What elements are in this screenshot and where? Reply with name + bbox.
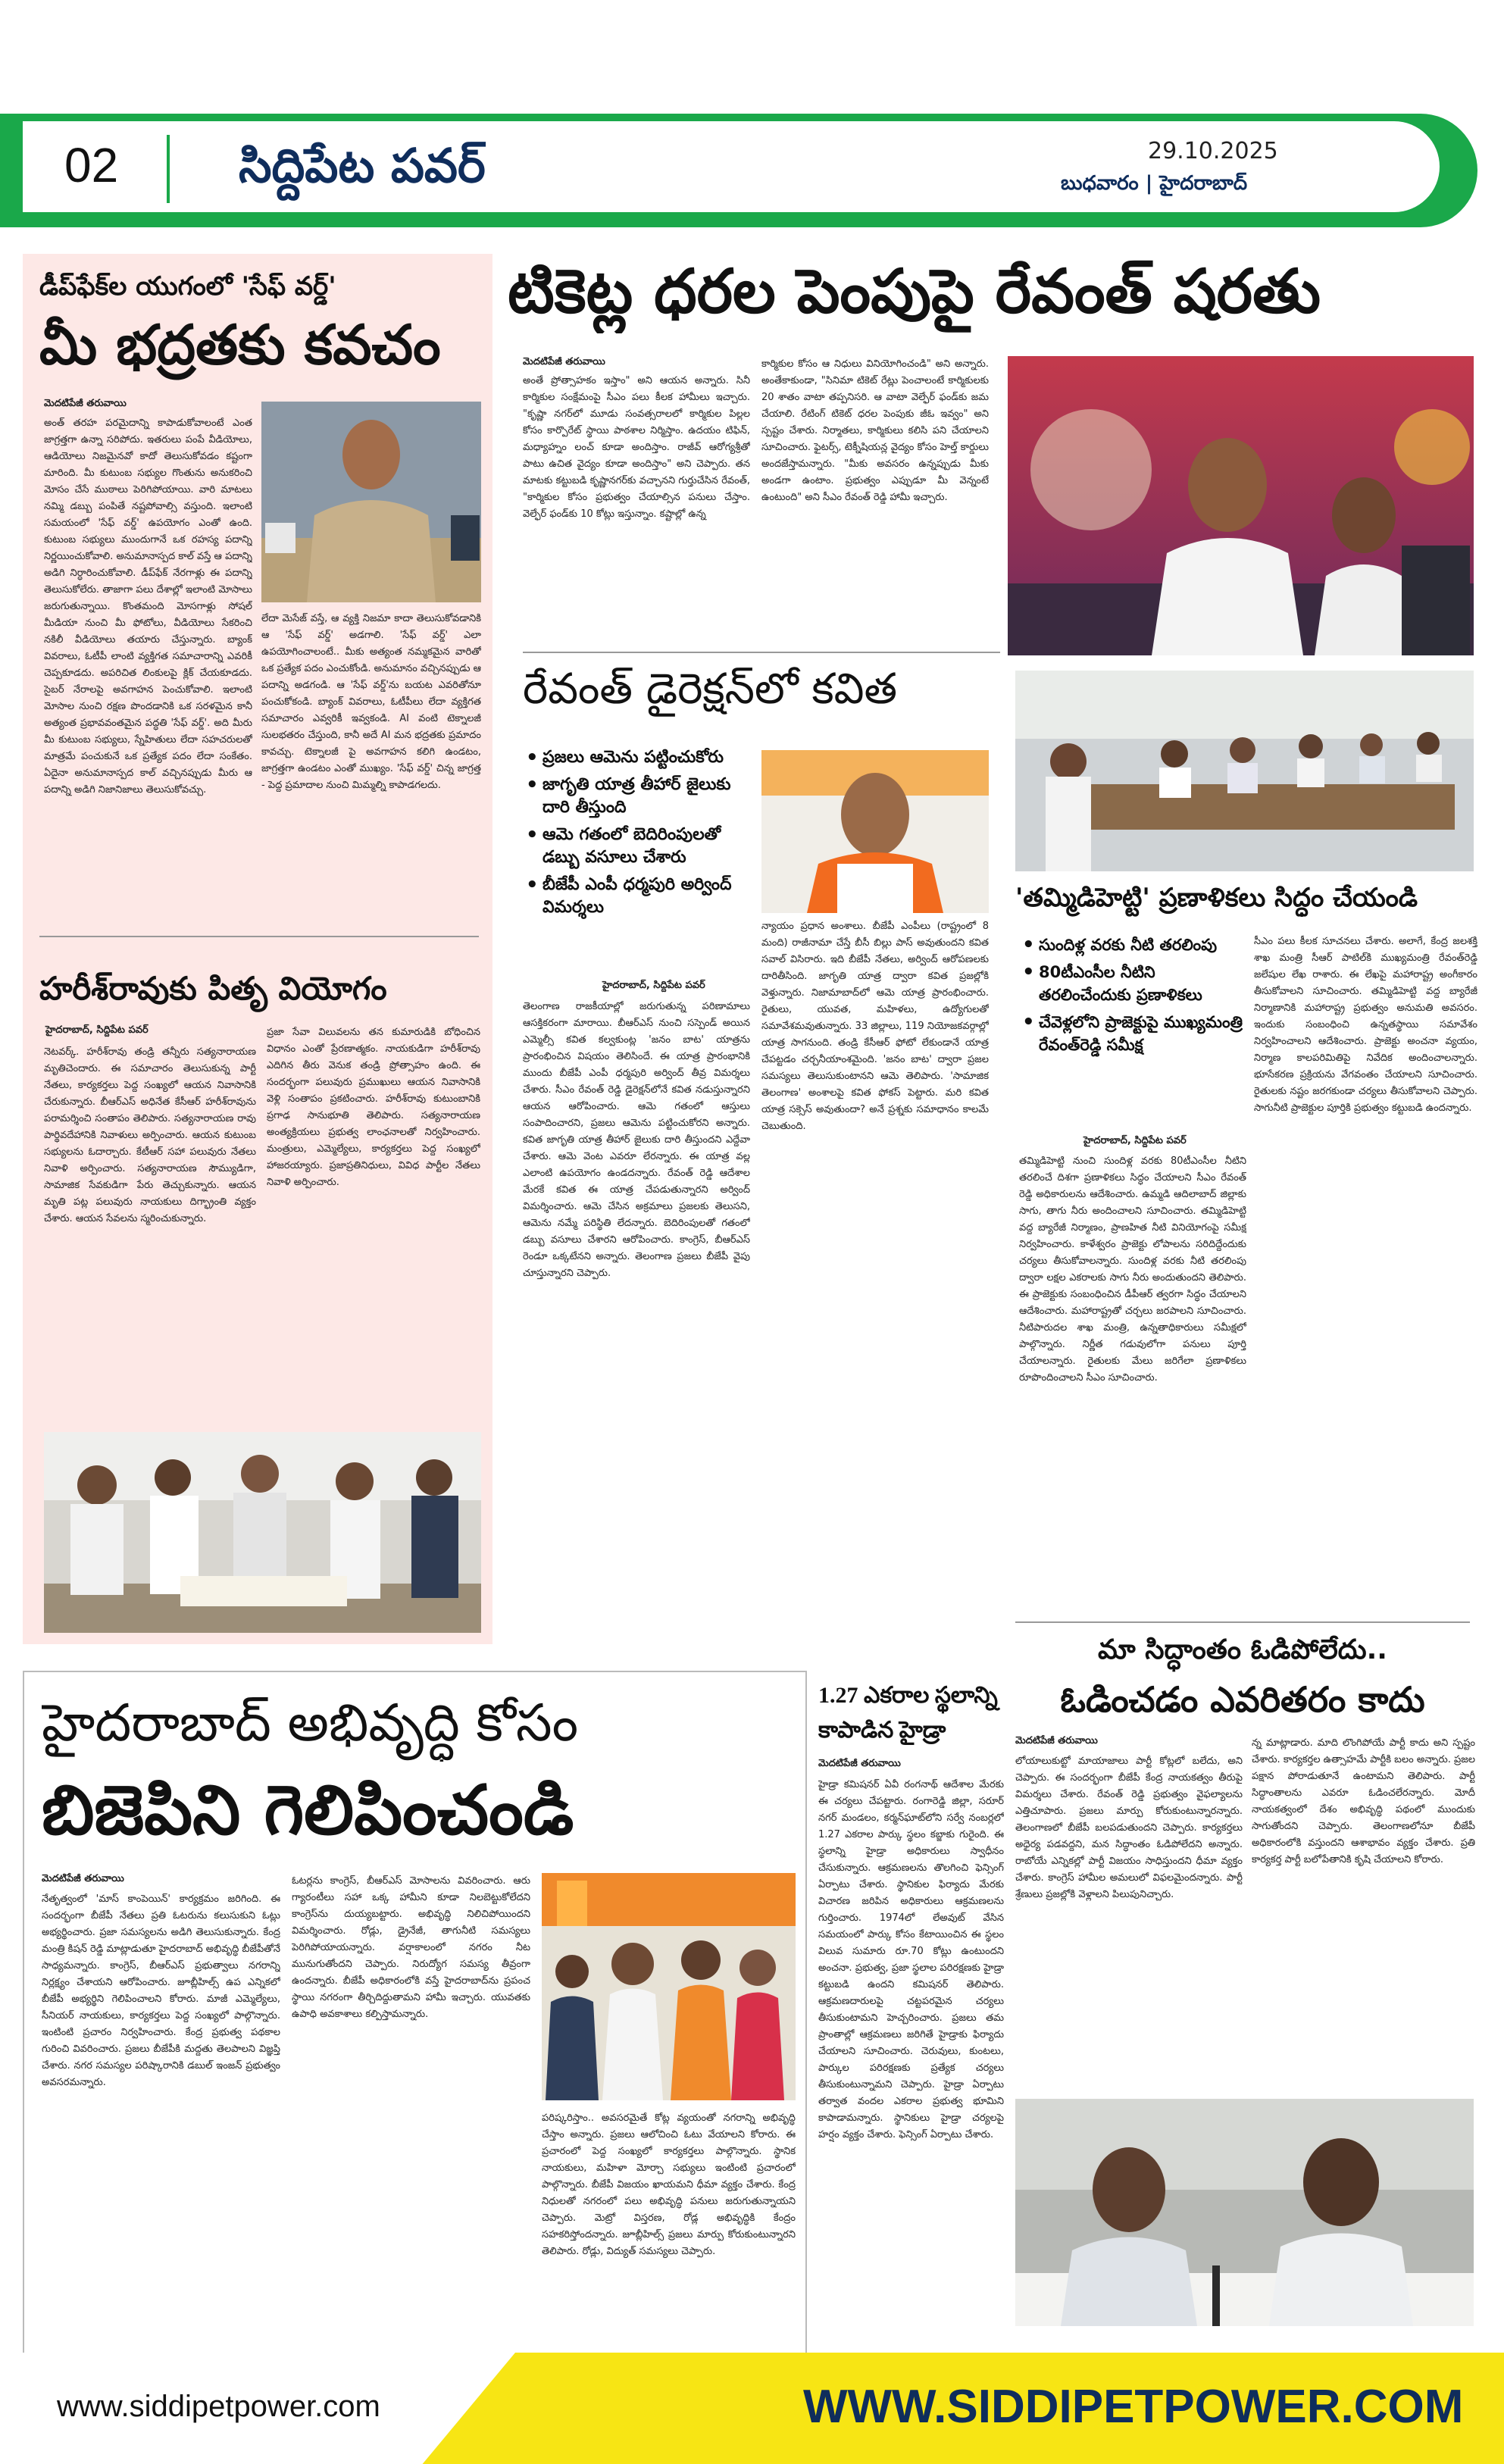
- hyderabad-dateline: మెదటిపేజీ తరువాయి: [42, 1873, 124, 1884]
- kavitha-highlights: [523, 746, 761, 924]
- kavitha-rule: [523, 652, 1000, 653]
- harish-col1-text: నెటవర్క్. హరీశ్‌రావు తండ్రి తన్నీరు సత్యనారాయణ మృతిచెందారు. ఈ సమాచారం తెలుసుకున్న పార్టీ నేతలు, కార్యకర్తలు పెద్ద సంఖ్యలో ఆయన నివాసానికి చేరుకున్నారు. బీఆర్ఎస్ అధినేత కేసీఆర్ హరీశ్‌రావును పరామర్శించి సంతాపం తెలిపారు. సత్యనారాయణ రావు పార్థివదేహానికి నివాళులు అర్పించారు. ఆయన కుటుంబ సభ్యులను ఓదార్చారు. కేటీఆర్ సహా పలువురు నేతలు నివాళి అర్పించారు. సత్యనారాయణ సౌమ్యుడిగా, సామాజిక సేవకుడిగా పేరు తెచ్చుకున్నారు. ఆయన మృతి పట్ల పలువురు నాయకులు దిగ్భ్రాంతి వ్యక్తం చేశారు. ఆయన సేవలను స్మరించుకున్నారు.: [44, 1046, 256, 1224]
- siddhantam-headline-line1: మా సిద్ధాంతం ఓడిపోలేదు..: [1098, 1634, 1387, 1665]
- footer-right-url[interactable]: WWW.SIDDIPETPOWER.COM: [803, 2381, 1464, 2433]
- siddhantam-col1-text: లోయాలుకుట్టో మాయాజాలు పార్టీ కోట్లలో బలేదు, అని చెప్పారు. ఈ సందర్భంగా బీజేపీ కేంద్ర నాయకత్వం తీరుపై విమర్శలు చేశారు. రేవంత్ రెడ్డి ప్రభుత్వం వైఫల్యాలను ఎత్తిచూపారు. ప్రజలు మార్పు కోరుకుంటున్నారన్నారు. తెలంగాణలో బీజేపీ బలపడుతుందని చెప్పారు. కార్యకర్తలు అధైర్య పడవద్దని, మన సిద్ధాంతం ఓడిపోలేదని అన్నారు. రాబోయే ఎన్నికల్లో పార్టీ విజయం సాధిస్తుందని ధీమా వ్యక్తం చేశారు. కాంగ్రెస్ హామీల అమలులో విఫలమైందన్నారు. పార్టీ శ్రేణులు ప్రజల్లోకి వెళ్లాలని పిలుపునిచ్చారు.: [1015, 1756, 1243, 1900]
- tummidihatti-headline: 'తమ్మిడిహెట్టి' ప్రణాళికలు సిద్ధం చేయండి: [1015, 883, 1418, 913]
- harish-headline: హరీశ్‌రావుకు పితృ వియోగం: [39, 970, 387, 1007]
- hyderabad-body-col1: [42, 1891, 280, 2414]
- tummidihatti-bullet-3: • చేవెళ్లలోని ప్రాజెక్టుపై ముఖ్యమంత్రి రేవంత్‌రెడ్డి సమీక్ష: [1019, 1011, 1246, 1056]
- kavitha-dateline: హైదరాబాద్, సిద్దిపేట పవర్: [602, 980, 705, 991]
- hydraa-headline: 1.27 ఎకరాల స్థలాన్ని కాపాడిన హైడ్రా: [818, 1683, 998, 1743]
- kavitha-bullet-3: • ఆమె గతంలో బెదిరింపులతో డబ్బు వసూలు చేశారు: [523, 824, 761, 869]
- ticket-body-col2: [761, 356, 989, 643]
- harish-body-col2: [267, 1024, 480, 1418]
- ticket-body-col1: [523, 373, 750, 642]
- kavitha-col1-text: తెలంగాణ రాజకీయాల్లో జరుగుతున్న పరిణామాలు ఆసక్తికరంగా మారాయి. బీఆర్ఎస్ నుంచి సస్పెండ్ అయిన ఎమ్మెల్సీ కవిత కల్వకుంట్ల 'జనం బాట' యాత్రను ప్రారంభించిన విషయం తెలిసిందే. ఈ యాత్ర ప్రారంభానికి ముందు బీజేపీ ఎంపీ ధర్మపురి అర్వింద్ తీవ్ర విమర్శలు చేశారు. సీఎం రేవంత్ రెడ్డి డైరెక్షన్‌లోనే కవిత నడుస్తున్నారని ఆయన ఆరోపించారు. ఆమె గతంలో ఆస్తులు సంపాదించారని, ప్రజలు ఆమెను పట్టించుకోరని అన్నారు. కవిత జాగృతి యాత్ర తీహార్ జైలుకు దారి తీస్తుందని ఎద్దేవా చేశారు. ఆమె వెంట ఎవరూ లేరన్నారు. ఈ యాత్ర వల్ల ఎలాంటి ఉపయోగం ఉండదన్నారు. రేవంత్ రెడ్డి ఆదేశాల మేరకే కవిత ఈ యాత్ర చేపడుతున్నారని అర్వింద్ విమర్శించారు. ఆమె చేసిన అక్రమాలు ప్రజలకు తెలుసని, ఆమెను నమ్మే పరిస్థితి లేదన్నారు. బెదిరింపులతో గతంలో డబ్బు వసూలు చేశారని ఆరోపించారు. కాంగ్రెస్, బీఆర్ఎస్ రెండూ ఒక్కటేనని అన్నారు. తెలంగాణ ప్రజలు బీజేపీ వైపు చూస్తున్నారని చెప్పారు.: [523, 1001, 750, 1279]
- ticket-col1-text: అంతే ప్రోత్సాహకం ఇస్తాం" అని ఆయన అన్నారు. సినీ కార్మికుల సంక్షేమంపై సీఎం పలు కీలక హామీలు ఇచ్చారు. "కృష్ణా నగర్‌లో మూడు సంవత్సరాలలో కార్మికుల పిల్లల కోసం కార్పొరేట్ స్థాయి పాఠశాల నిర్మిస్తాం. ఉదయం టిఫిన్, మధ్యాహ్నం లంచ్ కూడా అందిస్తాం. రాజీవ్ ఆరోగ్యశ్రీతో పాటు ఉచిత వైద్యం కూడా అందిస్తాం" అని చెప్పారు. తన మాటకు కట్టుబడి కృష్ణానగర్‌కు వచ్చానని గుర్తుచేసిన రేవంత్, "కార్మికుల కోసం ప్రభుత్వం చేయాల్సిన పనులు చేస్తాం. వెల్ఫేర్ ఫండ్‌కు 10 కోట్లు ఇస్తున్నాం. కష్టాల్లో ఉన్న: [523, 375, 750, 520]
- siddhantam-col2-text: న్న మాట్లాడారు. మాది లొంగిపోయే పార్టీ కాదు అని స్పష్టం చేశారు. కార్యకర్తల ఉత్సాహమే పార్టీకి బలం అన్నారు. ప్రజల పక్షాన పోరాడుతూనే ఉంటామని తెలిపారు. పార్టీ సిద్ధాంతాలను ఎవరూ ఓడించలేరన్నారు. మోదీ నాయకత్వంలో దేశం అభివృద్ధి పథంలో ముందుకు సాగుతోందని చెప్పారు. తెలంగాణలోనూ బీజేపీ అధికారంలోకి వస్తుందని ఆశాభావం వ్యక్తం చేశారు. ప్రతి కార్యకర్త పార్టీ బలోపేతానికి కృషి చేయాలని కోరారు.: [1252, 1737, 1475, 1865]
- police-officer-photo: [261, 402, 481, 602]
- header-divider: [167, 135, 170, 203]
- tummidihatti-highlights: [1019, 933, 1246, 1061]
- page-number: 02: [64, 138, 119, 192]
- ticket-dateline: మెదటిపేజీ తరువాయి: [523, 356, 605, 367]
- tummidihatti-body-col2: [1254, 933, 1477, 1608]
- bjp-campaign-photo: [542, 1873, 796, 2100]
- masthead-title: సిద్దిపేట పవర్: [239, 138, 486, 193]
- hydraa-body: [818, 1777, 1004, 2413]
- hydraa-dateline: మెదటిపేజీ తరువాయి: [818, 1758, 901, 1769]
- revanth-speech-photo: [1008, 356, 1474, 655]
- arvind-photo: [761, 750, 989, 913]
- kavitha-body-col2: [761, 918, 989, 1620]
- ticket-col2-text: కార్మికుల కోసం ఆ నిధులు వినియోగించండి" అని అన్నారు. అంతేకాకుండా, "సినిమా టికెట్ రేట్లు పెంచాలంటే కార్మికులకు 20 శాతం వాటా తప్పనిసరి. ఆ వాటా వెల్ఫేర్ ఫండ్‌కు జమ చేయాలి. రేటింగ్ టికెట్ ధరల పెంపుకు జీఓ ఇవ్వం" అని స్పష్టం చేశారు. నిర్మాతలు, కార్మికులు కలిసి పని చేయాలని సూచించారు. ఫైటర్స్, టెక్నీషియన్ల వైద్యం కోసం హెల్త్ కార్డులు అందజేస్తామన్నారు. "మీకు అవసరం ఉన్నప్పుడు మీకు అండగా ఉంటాం. ప్రభుత్వం ఎప్పుడూ మీ వెన్నంటే ఉంటుంది" అని సీఎం రేవంత్ రెడ్డి హామీ ఇచ్చారు.: [761, 358, 989, 503]
- kavitha-bullet-1: • ప్రజలు ఆమెను పట్టించుకోరు: [523, 746, 761, 769]
- harish-separator: [39, 936, 479, 937]
- deepfake-dateline: మెదటిపేజీ తరువాయి: [44, 398, 127, 409]
- ticket-headline: టికెట్ల ధరల పెంపుపై రేవంత్ షరతు: [508, 256, 1321, 327]
- deepfake-headline: మీ భద్రతకు కవచం: [39, 313, 441, 377]
- kavitha-body-col1: [523, 999, 750, 1620]
- harish-dateline: హైదరాబాద్, సిద్దిపేట పవర్: [45, 1024, 149, 1036]
- edition-day-place: బుధవారం | హైదరాబాద్: [1061, 172, 1248, 195]
- deepfake-body-col2: [261, 611, 481, 895]
- edition-date: 29.10.2025: [1148, 138, 1278, 164]
- deepfake-kicker: డీప్‌ఫేక్‌ల యుగంలో 'సేఫ్ వర్డ్': [39, 271, 336, 302]
- harish-tribute-photo: [44, 1432, 481, 1633]
- harish-col2-text: ప్రజా సేవా విలువలను తన కుమారుడికి బోధించిన విధానం ఎంతో ప్రేరణాత్మకం. నాయకుడిగా హరీశ్‌రావు ఎదిగిన తీరు వెనుక తండ్రి ప్రోత్సాహం ఉంది. ఈ సందర్భంగా పలువురు ప్రముఖులు ఆయన నివాసానికి వెళ్లి సంతాపం ప్రకటించారు. హరీశ్‌రావు కుటుంబానికి ప్రగాఢ సానుభూతి తెలిపారు. సత్యనారాయణ అంత్యక్రియలు ప్రభుత్వ లాంఛనాలతో నిర్వహించారు. మంత్రులు, ఎమ్మెల్యేలు, కార్యకర్తలు పెద్ద సంఖ్యలో హాజరయ్యారు. ప్రజాప్రతినిధులు, వివిధ పార్టీల నేతలు నివాళి అర్పించారు.: [267, 1027, 480, 1188]
- kavitha-headline: రేవంత్ డైరెక్షన్‌లో కవిత: [523, 664, 898, 714]
- siddhantam-dateline: మెదటిపేజీ తరువాయి: [1015, 1735, 1098, 1746]
- hyderabad-col2-text: ఓటర్లను కాంగ్రెస్, బీఆర్ఎస్ మోసాలను వివరించారు. ఆరు గ్యారంటీలు సహా ఒక్క హామీని కూడా నిలబెట్టుకోలేదని కాంగ్రెస్‌ను దుయ్యబట్టారు. అభివృద్ధి నిలిచిపోయిందని విమర్శించారు. రోడ్లు, డ్రైనేజీ, తాగునీటి సమస్యలు పెరిగిపోయాయన్నారు. వర్షాకాలంలో నగరం నీట మునుగుతోందని చెప్పారు. నిరుద్యోగ సమస్య తీవ్రంగా ఉందన్నారు. బీజేపీ అధికారంలోకి వస్తే హైదరాబాద్‌ను ప్రపంచ స్థాయి నగరంగా తీర్చిదిద్దుతామని హామీ ఇచ్చారు. యువతకు ఉపాధి అవకాశాలు కల్పిస్తామన్నారు.: [292, 1875, 530, 2020]
- siddhantam-body-col2: [1252, 1735, 1475, 2080]
- hyderabad-body-col2: [292, 1873, 530, 2093]
- footer-left-url[interactable]: www.siddipetpower.com: [57, 2390, 380, 2423]
- siddhantam-body-col1: [1015, 1753, 1243, 2079]
- tummidihatti-dateline: హైదరాబాద్, సిద్దిపేట పవర్: [1083, 1135, 1187, 1146]
- deepfake-col2-text: లేదా మెసేజ్ వస్తే, ఆ వ్యక్తి నిజమా కాదా తెలుసుకోవడానికి ఆ 'సేఫ్ వర్డ్' అడగాలి. 'సేఫ్ వర్డ్' ఎలా ఉపయోగించాలంటే.. మీకు అత్యంత నమ్మకమైన వారితో ఒక ప్రత్యేక పదం ఎంచుకోండి. అనుమానం వచ్చినప్పుడు ఆ పదాన్ని అడగండి. ఆ 'సేఫ్ వర్డ్'ను బయట ఎవరితోనూ పంచుకోకండి. బ్యాంక్ వివరాలు, ఓటీపీలు లేదా వ్యక్తిగత సమాచారం ఎవ్వరికీ ఇవ్వకండి. AI వంటి టెక్నాలజీ సులభతరం చేస్తుంది, కానీ అదే AI మన భద్రతకు ప్రమాదం కావచ్చు. టెక్నాలజీ పై అవగాహన కలిగి ఉండటం, జాగ్రత్తగా ఉండటం ఎంతో ముఖ్యం. 'సేఫ్ వర్డ్' చిన్న జాగ్రత్త - పెద్ద ప్రమాదాల నుంచి మిమ్మల్ని కాపాడగలదు.: [261, 613, 481, 791]
- siddhantam-rule: [1015, 1621, 1470, 1623]
- kavitha-bullet-2: • జాగృతి యాత్ర తీహార్ జైలుకు దారి తీస్తుంది: [523, 774, 761, 819]
- siddhantam-headline-line2: ఓడించడం ఎవరితరం కాదు: [1060, 1679, 1425, 1720]
- hydraa-body-text: హైడ్రా కమిషనర్ ఏవీ రంగనాథ్ ఆదేశాల మేరకు ఈ చర్యలు చేపట్టారు. రంగారెడ్డి జిల్లా, సరూర్ నగర్ మండలం, కర్మన్‌ఘాట్‌లోని సర్వే నంబర్లలో 1.27 ఎకరాల పార్కు స్థలం కబ్జాకు గురైంది. ఈ స్థలాన్ని హైడ్రా అధికారులు స్వాధీనం చేసుకున్నారు. ఆక్రమణలను తొలగించి ఫెన్సింగ్ ఏర్పాటు చేశారు. స్థానికుల ఫిర్యాదు మేరకు విచారణ జరిపిన అధికారులు ఆక్రమణలను గుర్తించారు. 1974లో లేఅవుట్ వేసిన సమయంలో పార్కు కోసం కేటాయించిన ఈ స్థలం విలువ సుమారు రూ.70 కోట్లు ఉంటుందని అంచనా. ప్రభుత్వ, ప్రజా స్థలాల పరిరక్షణకు హైడ్రా కట్టుబడి ఉందని కమిషనర్ తెలిపారు. ఆక్రమణదారులపై చట్టపరమైన చర్యలు తీసుకుంటామని హెచ్చరించారు. ప్రజలు తమ ప్రాంతాల్లో ఆక్రమణలు జరిగితే హైడ్రాకు ఫిర్యాదు చేయాలని సూచించారు. చెరువులు, కుంటలు, పార్కుల పరిరక్షణకు ప్రత్యేక చర్యలు తీసుకుంటున్నామని చెప్పారు. హైడ్రా ఏర్పాటు తర్వాత వందల ఎకరాల ప్రభుత్వ భూమిని కాపాడామన్నారు. స్థానికులు హైడ్రా చర్యలపై హర్షం వ్యక్తం చేశారు. ఫెన్సింగ్ ఏర్పాటు చేశారు.: [818, 1779, 1004, 2140]
- tummidihatti-body-col1: [1019, 1153, 1246, 1608]
- tummidihatti-bullet-2: • 80టీఎంసీల నీటిని తరలించేందుకు ప్రణాళికలు: [1019, 961, 1246, 1006]
- kavitha-col2-text: న్యాయం ప్రధాన అంశాలు. బీజేపీ ఎంపీలు (రాష్ట్రంలో 8 మంది) రాజీనామా చేస్తే బీసీ బిల్లు పాస్ అవుతుందని కవిత సవాల్ విసిరారు. ఇది బీజేపీ నేతలు, అర్వింద్ ఆరోపణలకు దారితీసింది. జాగృతి యాత్ర ద్వారా కవిత ప్రజల్లోకి వెళ్తున్నారు. నిజామాబాద్‌లో ఆమె యాత్ర ప్రారంభించారు. రైతులు, యువత, మహిళలు, ఉద్యోగులతో సమావేశమవుతున్నారు. 33 జిల్లాలు, 119 నియోజకవర్గాల్లో యాత్ర సాగనుంది. తండ్రి కేసీఆర్ ఫోటో లేకుండానే యాత్ర చేపట్టడం చర్చనీయాంశమైంది. 'జనం బాట' ద్వారా ప్రజల సమస్యలు తెలుసుకుంటానని ఆమె తెలిపారు. 'సామాజిక తెలంగాణ' అంశాలపై కవిత ఫోకస్ పెట్టారు. మరి కవిత యాత్ర సక్సెస్ అవుతుందా? అనే ప్రశ్నకు సమాధానం కాలమే చెబుతుంది.: [761, 921, 989, 1132]
- deepfake-col1-text: అంత్ తరహ పరమైదాన్ని కాపాడుకోవాలంటే ఎంత జాగ్రత్తగా ఉన్నా సరిపోదు. ఇతరులు పంపే వీడియోలు, ఆడియోలు నిజమైనవో కాదో తెలుసుకోవడం కష్టంగా మారింది. మీ కుటుంబ సభ్యుల గొంతును అనుకరించి మోసం చేసే ముఠాలు పెరిగిపోయాయి. వారి మాటలు నమ్మి డబ్బు పంపితే నష్టపోవాల్సి వస్తుంది. ఇలాంటి సమయంలో 'సేఫ్ వర్డ్' ఉపయోగం ఎంతో ఉంది. కుటుంబ సభ్యులు ముందుగానే ఒక రహస్య పదాన్ని నిర్ణయించుకోవాలి. అనుమానాస్పద కాల్ వస్తే ఆ పదాన్ని అడిగి నిర్ధారించుకోవాలి. డీప్‌ఫేక్ నేరగాళ్లు ఈ పదాన్ని తెలుసుకోలేరు. తాజాగా పలు దేశాల్లో ఇలాంటి మోసాలు జరుగుతున్నాయి. కొంతమంది మోసగాళ్లు సోషల్ మీడియా నుంచి మీ ఫోటోలు, వీడియోలు సేకరించి నకిలీ వీడియోలు తయారు చేస్తున్నారు. బ్యాంక్ వివరాలు, ఓటీపీ లాంటి వ్యక్తిగత సమాచారాన్ని ఎవరికీ చెప్పకూడదు. అపరిచిత లింకులపై క్లిక్ చేయకూడదు. సైబర్ నేరాలపై అవగాహన పెంచుకోవాలి. ఇలాంటి మోసాల నుంచి రక్షణ పొందడానికి ఒక సరళమైన కానీ అత్యంత ప్రభావవంతమైన పద్ధతి 'సేఫ్ వర్డ్'. అది మీరు మీ కుటుంబ సభ్యులు, స్నేహితులు లేదా సహచరులతో మాత్రమే పంచుకునే ఒక ప్రత్యేక పదం లేదా సంకేతం. ఏదైనా అనుమానాస్పద కాల్ వచ్చినప్పుడు మీరు ఆ పదాన్ని అడిగి నిజానిజాలు తెలుసుకోవచ్చు.: [44, 417, 252, 796]
- hyderabad-col1-text: నేతృత్వంలో 'మాస్ కాంపెయిన్' కార్యక్రమం జరిగింది. ఈ సందర్భంగా బీజేపీ నేతలు ప్రతి ఓటరును కలుసుకుని ఓట్లు అభ్యర్థించారు. ప్రజా సమస్యలను అడిగి తెలుసుకున్నారు. కేంద్ర మంత్రి కిషన్ రెడ్డి మాట్లాడుతూ హైదరాబాద్ అభివృద్ధి బీజేపీతోనే సాధ్యమన్నారు. కాంగ్రెస్, బీఆర్ఎస్ ప్రభుత్వాలు నగరాన్ని నిర్లక్ష్యం చేశాయని ఆరోపించారు. జూబ్లీహిల్స్ ఉప ఎన్నికలో బీజేపీ అభ్యర్థిని గెలిపించాలని కోరారు. మాజీ ఎమ్మెల్యేలు, సీనియర్ నాయకులు, కార్యకర్తలు పెద్ద సంఖ్యలో పాల్గొన్నారు. ఇంటింటి ప్రచారం నిర్వహించారు. కేంద్ర ప్రభుత్వ పథకాల గురించి వివరించారు. ప్రజలు బీజేపీకి మద్దతు తెలపాలని విజ్ఞప్తి చేశారు. నగర సమస్యల పరిష్కారానికి డబుల్ ఇంజన్ ప్రభుత్వం అవసరమన్నారు.: [42, 1893, 280, 2088]
- kavitha-bullet-4: • బీజేపీ ఎంపీ ధర్మపురి అర్వింద్ విమర్శలు: [523, 874, 761, 919]
- review-meeting-photo: [1015, 671, 1474, 871]
- hyderabad-headline-line1: హైదరాబాద్ అభివృద్ధి కోసం: [42, 1693, 579, 1753]
- header-bar: [0, 0, 1504, 227]
- tummidihatti-col1-text: తమ్మిడిహెట్టి నుంచి సుందిళ్ల వరకు 80టీఎంసీల నీటిని తరలించే దిశగా ప్రణాళికలు సిద్ధం చేయాలని సీఎం రేవంత్ రెడ్డి అధికారులను ఆదేశించారు. ఉమ్మడి ఆదిలాబాద్ జిల్లాకు సాగు, తాగు నీరు అందించాలని సూచించారు. తమ్మిడిహెట్టి వద్ద బ్యారేజీ నిర్మాణం, ప్రాణహిత నీటి వినియోగంపై సమీక్ష నిర్వహించారు. కాళేశ్వరం ప్రాజెక్టు లోపాలను సరిదిద్దేందుకు చర్యలు తీసుకోవాలన్నారు. సుందిళ్ల వరకు నీటి తరలింపు ద్వారా లక్షల ఎకరాలకు సాగు నీరు అందుతుందని తెలిపారు. ఈ ప్రాజెక్టుకు సంబంధించిన డీపీఆర్ త్వరగా సిద్ధం చేయాలని ఆదేశించారు. మహారాష్ట్రతో చర్చలు జరపాలని సూచించారు. నీటిపారుదల శాఖ మంత్రి, ఉన్నతాధికారులు సమీక్షలో పాల్గొన్నారు. నిర్ణీత గడువులోగా పనులు పూర్తి చేయాలన్నారు. రైతులకు మేలు జరిగేలా ప్రణాళికలు రూపొందించాలని సీఎం సూచించారు.: [1019, 1155, 1246, 1384]
- tummidihatti-col2-text: సీఎం పలు కీలక సూచనలు చేశారు. అలాగే, కేంద్ర జలశక్తి శాఖ మంత్రి సీఆర్ పాటిల్‌కి ముఖ్యమంత్రి రేవంత్‌రెడ్డి జలేషుల లేఖ రాశారు. ఈ లేఖపై మహారాష్ట్ర అంగీకారం తీసుకోవాలని సూచించారు. తమ్మిడిహెట్టి వద్ద బ్యారేజీ నిర్మాణానికి మహారాష్ట్ర ప్రభుత్వం అనుమతి అవసరం. ఇందుకు సంబంధించి ఉన్నతస్థాయి సమావేశం నిర్వహించాలని ఆదేశించారు. ప్రాజెక్టు అంచనా వ్యయం, నిర్మాణ కాలపరిమితిపై నివేదిక అందించాలన్నారు. భూసేకరణ ప్రక్రియను వేగవంతం చేయాలని సూచించారు. రైతులకు నష్టం జరగకుండా చర్యలు తీసుకోవాలని చెప్పారు. సాగునీటి ప్రాజెక్టుల పూర్తికి ప్రభుత్వం కట్టుబడి ఉందన్నారు.: [1254, 936, 1477, 1114]
- tummidihatti-bullet-1: • సుందిళ్ల వరకు నీటి తరలింపు: [1019, 933, 1246, 956]
- hyderabad-col3-text: పరిష్కరిస్తాం.. అవసరమైతే కోట్ల వ్యయంతో నగరాన్ని అభివృద్ధి చేస్తాం అన్నారు. ప్రజలు ఆలోచించి ఓటు వేయాలని కోరారు. ఈ ప్రచారంలో పెద్ద సంఖ్యలో కార్యకర్తలు పాల్గొన్నారు. స్థానిక నాయకులు, మహిళా మోర్చా సభ్యులు ఇంటింటి ప్రచారంలో పాల్గొన్నారు. బీజేపీ విజయం ఖాయమని ధీమా వ్యక్తం చేశారు. కేంద్ర నిధులతో నగరంలో పలు అభివృద్ధి పనులు జరుగుతున్నాయని చెప్పారు. మెట్రో విస్తరణ, రోడ్ల అభివృద్ధికి కేంద్రం సహకరిస్తోందన్నారు. జూబ్లీహిల్స్ ప్రజలు మార్పు కోరుకుంటున్నారని తెలిపారు. రోడ్లు, విద్యుత్ సమస్యలు చెప్పారు.: [542, 2112, 796, 2257]
- hyderabad-headline-line2: బిజెపిని గెలిపించండి: [42, 1771, 574, 1850]
- press-meet-photo: [1015, 2099, 1474, 2326]
- header-white-panel: [23, 121, 1440, 212]
- harish-body-col1: [44, 1044, 256, 1419]
- deepfake-body-col1: [44, 415, 252, 893]
